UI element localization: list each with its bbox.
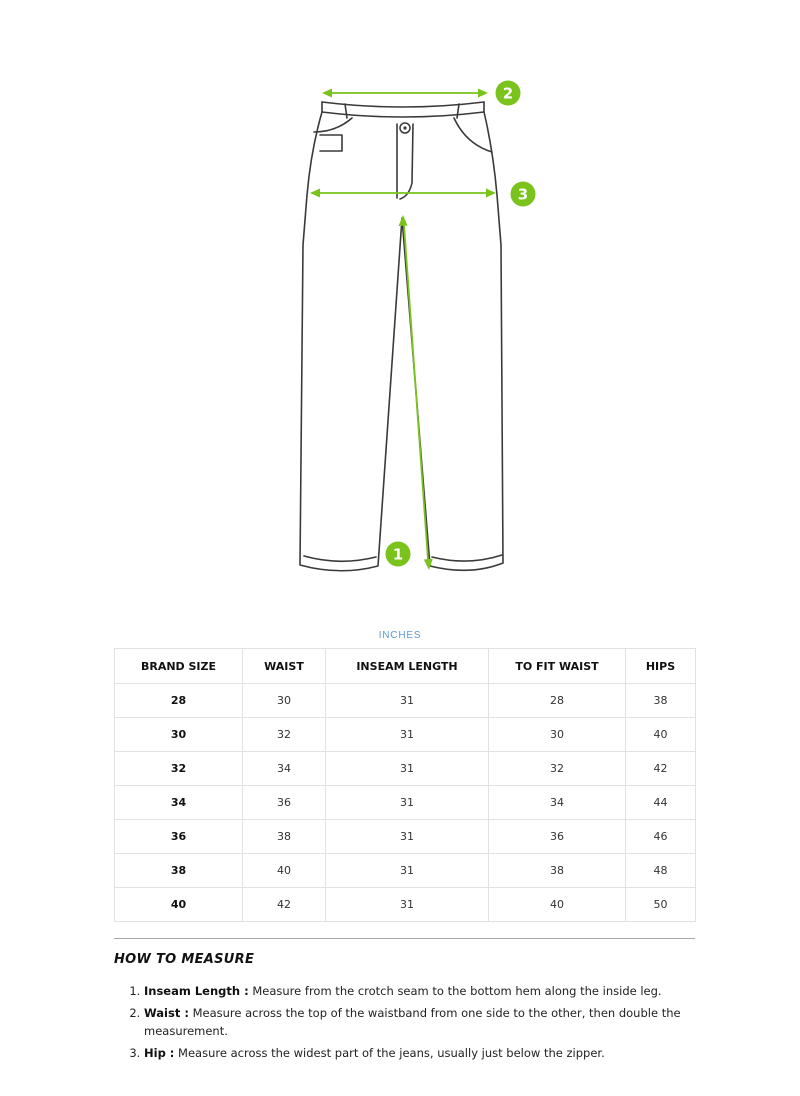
how-to-measure-title: HOW TO MEASURE [114, 952, 255, 967]
inseam-length-cell: 31 [326, 888, 489, 922]
marker-1-label: 1 [392, 545, 404, 564]
waist-cell: 30 [243, 684, 326, 718]
inseam-length-cell: 31 [326, 718, 489, 752]
to-fit-waist-cell: 40 [489, 888, 626, 922]
inseam-length-cell: 31 [326, 684, 489, 718]
header-waist: WAIST [243, 649, 326, 684]
measure-steps-list [114, 982, 734, 1066]
brand-size-cell: 36 [115, 820, 243, 854]
hips-cell: 50 [626, 888, 696, 922]
brand-size-cell: 28 [115, 684, 243, 718]
to-fit-waist-cell: 32 [489, 752, 626, 786]
section-divider [114, 938, 695, 939]
brand-size-cell: 38 [115, 854, 243, 888]
table-row [115, 718, 696, 752]
marker-2-label: 2 [502, 84, 514, 103]
header-brand-size: BRAND SIZE [115, 649, 243, 684]
marker-2 [496, 81, 521, 106]
to-fit-waist-cell: 30 [489, 718, 626, 752]
hips-cell: 46 [626, 820, 696, 854]
hips-cell: 44 [626, 786, 696, 820]
header-inseam-length: INSEAM LENGTH [326, 649, 489, 684]
table-header-row [115, 649, 696, 684]
table-row [115, 854, 696, 888]
hips-cell: 40 [626, 718, 696, 752]
step-text: Measure across the widest part of the jeans, usually just below the zipper. [174, 1046, 605, 1060]
step-term: Inseam Length : [144, 984, 249, 998]
waist-cell: 38 [243, 820, 326, 854]
measure-step [144, 982, 734, 1000]
waist-cell: 32 [243, 718, 326, 752]
header-to-fit-waist: TO FIT WAIST [489, 649, 626, 684]
hips-cell: 48 [626, 854, 696, 888]
waist-cell: 42 [243, 888, 326, 922]
size-chart-table [114, 648, 696, 922]
inseam-length-cell: 31 [326, 820, 489, 854]
measure-step [144, 1044, 734, 1062]
header-hips: HIPS [626, 649, 696, 684]
table-row [115, 786, 696, 820]
waist-cell: 36 [243, 786, 326, 820]
table-row [115, 684, 696, 718]
marker-3-label: 3 [517, 185, 529, 204]
step-text: Measure from the crotch seam to the bottom hem along the inside leg. [248, 984, 662, 998]
to-fit-waist-cell: 38 [489, 854, 626, 888]
inseam-measure-line [404, 225, 428, 560]
hips-cell: 38 [626, 684, 696, 718]
table-row [115, 752, 696, 786]
hips-cell: 42 [626, 752, 696, 786]
inseam-length-cell: 31 [326, 752, 489, 786]
waist-cell: 40 [243, 854, 326, 888]
units-label: INCHES [378, 630, 422, 641]
table-row [115, 888, 696, 922]
step-term: Hip : [144, 1046, 175, 1060]
brand-size-cell: 30 [115, 718, 243, 752]
marker-3 [511, 182, 536, 207]
brand-size-cell: 34 [115, 786, 243, 820]
to-fit-waist-cell: 28 [489, 684, 626, 718]
brand-size-cell: 40 [115, 888, 243, 922]
marker-1 [386, 542, 411, 567]
inseam-length-cell: 31 [326, 786, 489, 820]
inseam-length-cell: 31 [326, 854, 489, 888]
brand-size-cell: 32 [115, 752, 243, 786]
waist-cell: 34 [243, 752, 326, 786]
to-fit-waist-cell: 34 [489, 786, 626, 820]
step-term: Waist : [144, 1006, 189, 1020]
jeans-measurement-diagram [280, 70, 540, 590]
measure-step [144, 1004, 734, 1040]
to-fit-waist-cell: 36 [489, 820, 626, 854]
step-text: Measure across the top of the waistband from one side to the other, then double the measurement. [144, 1006, 681, 1038]
table-row [115, 820, 696, 854]
